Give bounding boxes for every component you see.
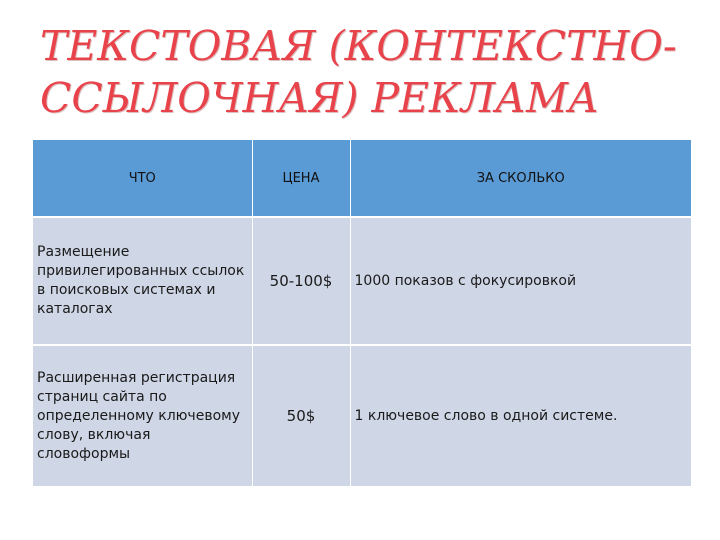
cell-price: 50$ [252, 345, 350, 486]
slide-title-line-2: ССЫЛОЧНАЯ) РЕКЛАМА [40, 74, 600, 122]
advertising-table [33, 140, 691, 486]
header-amount: ЗА СКОЛЬКО [350, 140, 691, 217]
cell-what: Расширенная регистрация страниц сайта по определенному ключевому слову, включая словоформы [33, 345, 252, 486]
header-what: ЧТО [33, 140, 252, 217]
table-header-row [33, 140, 691, 217]
table-row [33, 345, 691, 486]
slide-title-line-1: ТЕКСТОВАЯ (КОНТЕКСТНО- [40, 22, 677, 70]
cell-price: 50-100$ [252, 217, 350, 345]
slide-title [40, 20, 700, 124]
cell-amount: 1000 показов с фокусировкой [350, 217, 691, 345]
cell-amount: 1 ключевое слово в одной системе. [350, 345, 691, 486]
cell-what: Размещение привилегированных ссылок в поисковых системах и каталогах [33, 217, 252, 345]
header-price: ЦЕНА [252, 140, 350, 217]
table-row [33, 217, 691, 345]
